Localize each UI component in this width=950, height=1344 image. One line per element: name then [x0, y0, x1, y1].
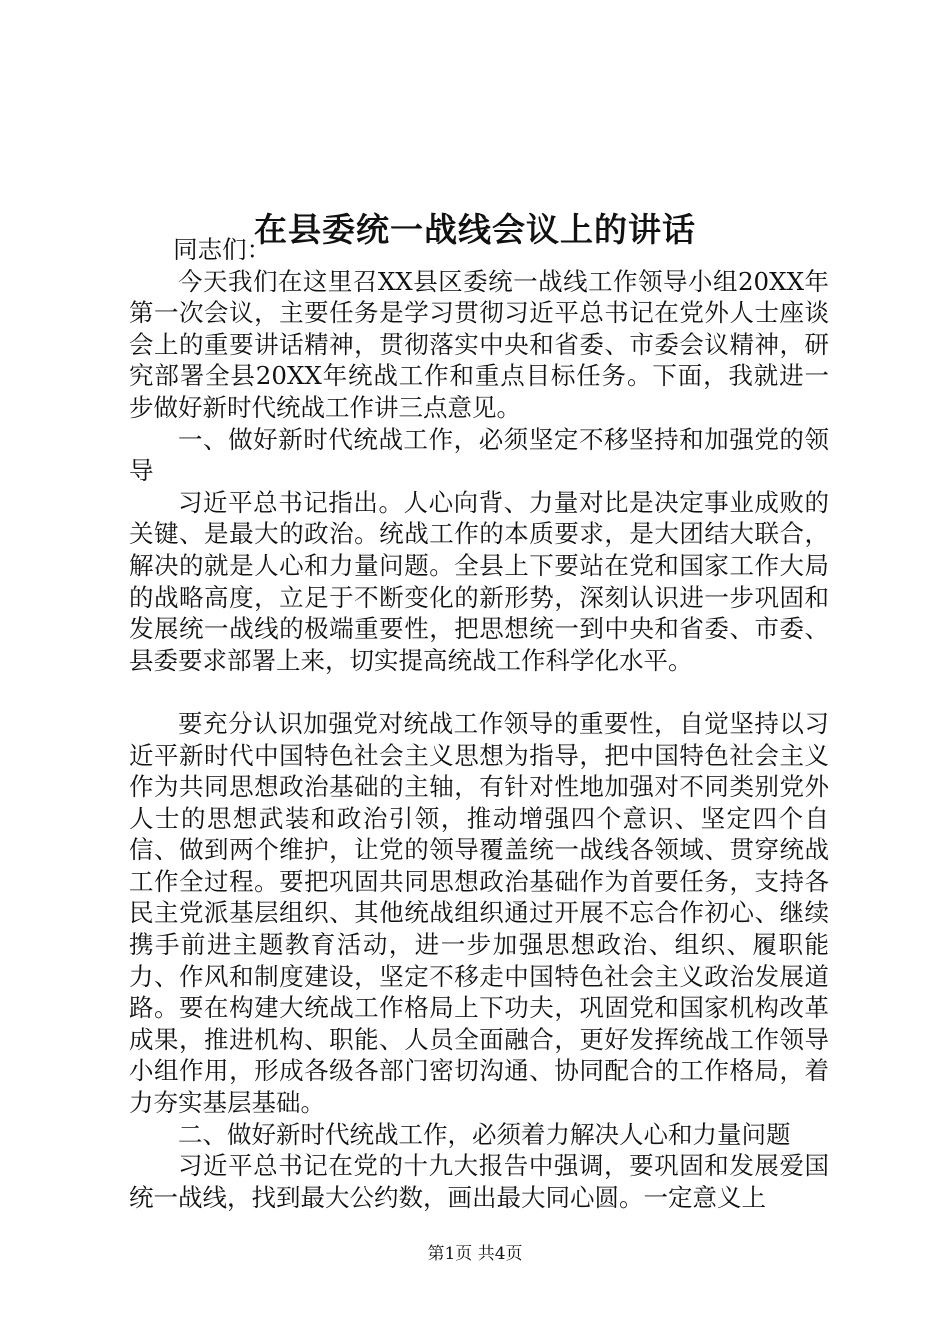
section-heading-two: 二、做好新时代统战工作，必须着力解决人心和力量问题 — [178, 1119, 791, 1149]
paragraph-intro: 今天我们在这里召XX县区委统一战线工作领导小组20XX年第一次会议，主要任务是学习贯彻习近平总书记在党外人士座谈会上的重要讲话精神，贯彻落实中央和省委、市委会议精神，研究部署全县20XX年统战工作和重点目标任务。下面，我就进一步做好新时代统战工作讲三点意见。 — [129, 266, 829, 422]
document-body — [129, 234, 829, 1213]
document-title: 在县委统一战线会议上的讲话 — [254, 210, 696, 250]
paragraph-section-one-a: 习近平总书记指出。人心向背、力量对比是决定事业成败的关键、是最大的政治。统战工作的本质要求，是大团结大联合，解决的就是人心和力量问题。全县上下要站在党和国家工作大局的战略高度，立足于不断变化的新形势，深刻认识进一步巩固和发展统一战线的极端重要性，把思想统一到中央和省委、市委、县委要求部署上来，切实提高统战工作科学化水平。 — [129, 487, 829, 675]
page-footer: 第1页 共4页 — [427, 1244, 523, 1264]
section-heading-one: 一、做好新时代统战工作，必须坚定不移坚持和加强党的领导 — [129, 424, 829, 486]
salutation: 同志们： — [173, 235, 272, 264]
paragraph-section-one-b: 要充分认识加强党对统战工作领导的重要性，自觉坚持以习近平新时代中国特色社会主义思想为指导，把中国特色社会主义作为共同思想政治基础的主轴，有针对性地加强对不同类别党外人士的思想武装和政治引领，推动增强四个意识、坚定四个自信、做到两个维护，让党的领导覆盖统一战线各领域、贯穿统战工作全过程。要把巩固共同思想政治基础作为首要任务，支持各民主党派基层组织、其他统战组织通过开展不忘合作初心、继续携手前进主题教育活动，进一步加强思想政治、组织、履职能力、作风和制度建设，坚定不移走中国特色社会主义政治发展道路。要在构建大统战工作格局上下功夫，巩固党和国家机构改革成果，推进机构、职能、人员全面融合，更好发挥统战工作领导小组作用，形成各级各部门密切沟通、协同配合的工作格局，着力夯实基层基础。 — [129, 708, 829, 1118]
paragraph-section-two-a: 习近平总书记在党的十九大报告中强调，要巩固和发展爱国统一战线，找到最大公约数，画出最大同心圆。一定意义上 — [129, 1151, 829, 1212]
